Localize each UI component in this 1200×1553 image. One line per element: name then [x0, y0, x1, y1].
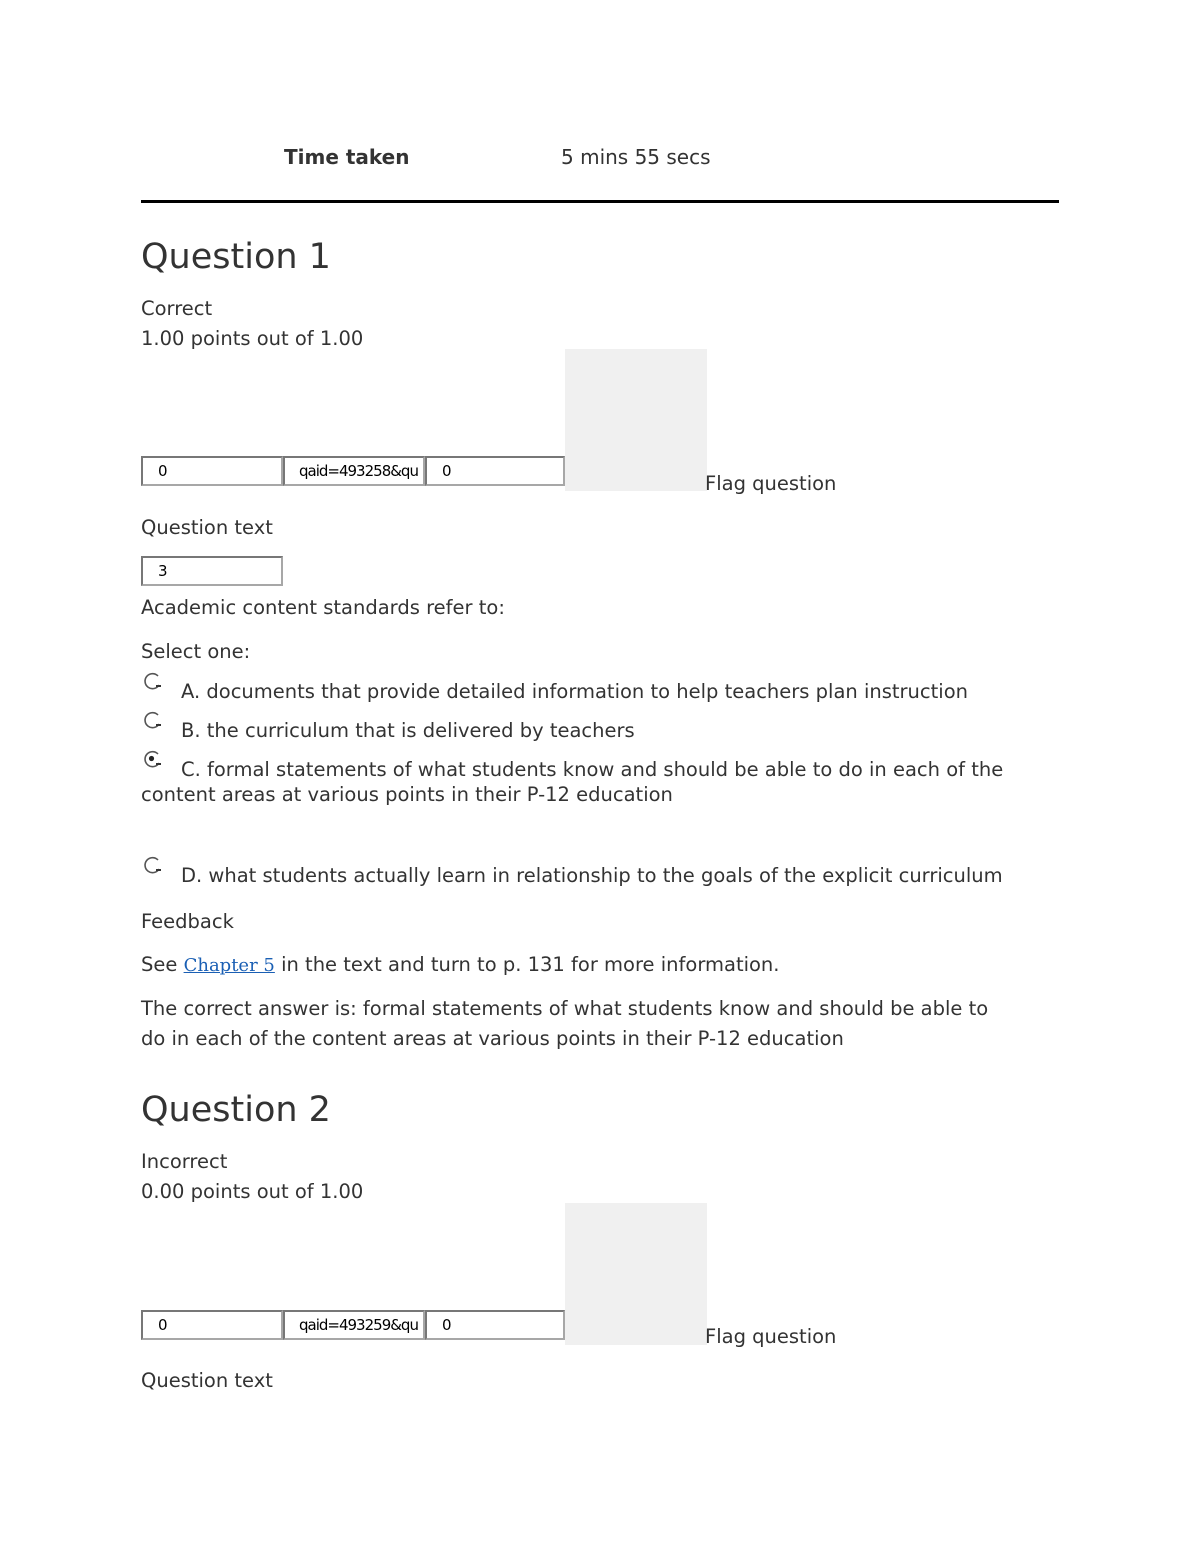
- question-1-field-1[interactable]: 0: [141, 456, 283, 486]
- question-2-state: Incorrect: [141, 1150, 228, 1173]
- question-1-field-qaid[interactable]: qaid=493258&qu: [283, 456, 425, 486]
- time-taken-label: Time taken: [284, 145, 410, 169]
- question-2-field-qaid[interactable]: qaid=493259&qu: [283, 1310, 425, 1340]
- question-1-flag-question[interactable]: Flag question: [705, 472, 837, 495]
- question-1-number-field[interactable]: 3: [141, 556, 283, 586]
- question-1-grade: 1.00 points out of 1.00: [141, 327, 364, 350]
- radio-unchecked-icon: [142, 855, 164, 877]
- question-2-heading: Question 2: [141, 1090, 331, 1130]
- feedback-label: Feedback: [141, 910, 234, 933]
- question-2-flag-question[interactable]: Flag question: [705, 1325, 837, 1348]
- radio-unchecked-icon: [142, 710, 164, 732]
- correct-answer-line1: The correct answer is: formal statements of what students know and should be able to: [141, 997, 989, 1020]
- option-a-radio[interactable]: [142, 671, 161, 690]
- question-1-heading: Question 1: [141, 237, 331, 277]
- radio-checked-icon: [142, 749, 164, 771]
- question-1-field-3[interactable]: 0: [425, 456, 565, 486]
- time-taken-value: 5 mins 55 secs: [561, 145, 711, 169]
- option-c-label-line1[interactable]: C. formal statements of what students know and should be able to do in each of the: [181, 758, 1004, 781]
- correct-answer-line2: do in each of the content areas at various points in their P-12 education: [141, 1027, 844, 1050]
- question-1-prompt: Academic content standards refer to:: [141, 596, 505, 619]
- feedback-post: in the text and turn to p. 131 for more information.: [281, 953, 780, 976]
- question-2-field-1[interactable]: 0: [141, 1310, 283, 1340]
- feedback-text: [141, 953, 780, 977]
- question-2-grade: 0.00 points out of 1.00: [141, 1180, 364, 1203]
- question-1-flag-image[interactable]: [565, 349, 707, 491]
- option-b-label[interactable]: B. the curriculum that is delivered by teachers: [181, 719, 635, 742]
- option-c-label-line2[interactable]: content areas at various points in their P-12 education: [141, 783, 673, 806]
- feedback-pre: See: [141, 953, 178, 976]
- option-d-label[interactable]: D. what students actually learn in relationship to the goals of the explicit curriculum: [181, 864, 1003, 887]
- question-2-field-3[interactable]: 0: [425, 1310, 565, 1340]
- question-1-select-label: Select one:: [141, 640, 251, 663]
- option-d-radio[interactable]: [142, 855, 161, 874]
- question-2-text-label: Question text: [141, 1369, 273, 1392]
- radio-unchecked-icon: [142, 671, 164, 693]
- question-2-flag-image[interactable]: [565, 1203, 707, 1345]
- chapter-link[interactable]: Chapter 5: [183, 955, 275, 976]
- option-c-radio[interactable]: [142, 749, 161, 768]
- option-b-radio[interactable]: [142, 710, 161, 729]
- question-1-text-label: Question text: [141, 516, 273, 539]
- question-1-state: Correct: [141, 297, 213, 320]
- divider: [141, 200, 1059, 203]
- option-a-label[interactable]: A. documents that provide detailed information to help teachers plan instruction: [181, 680, 968, 703]
